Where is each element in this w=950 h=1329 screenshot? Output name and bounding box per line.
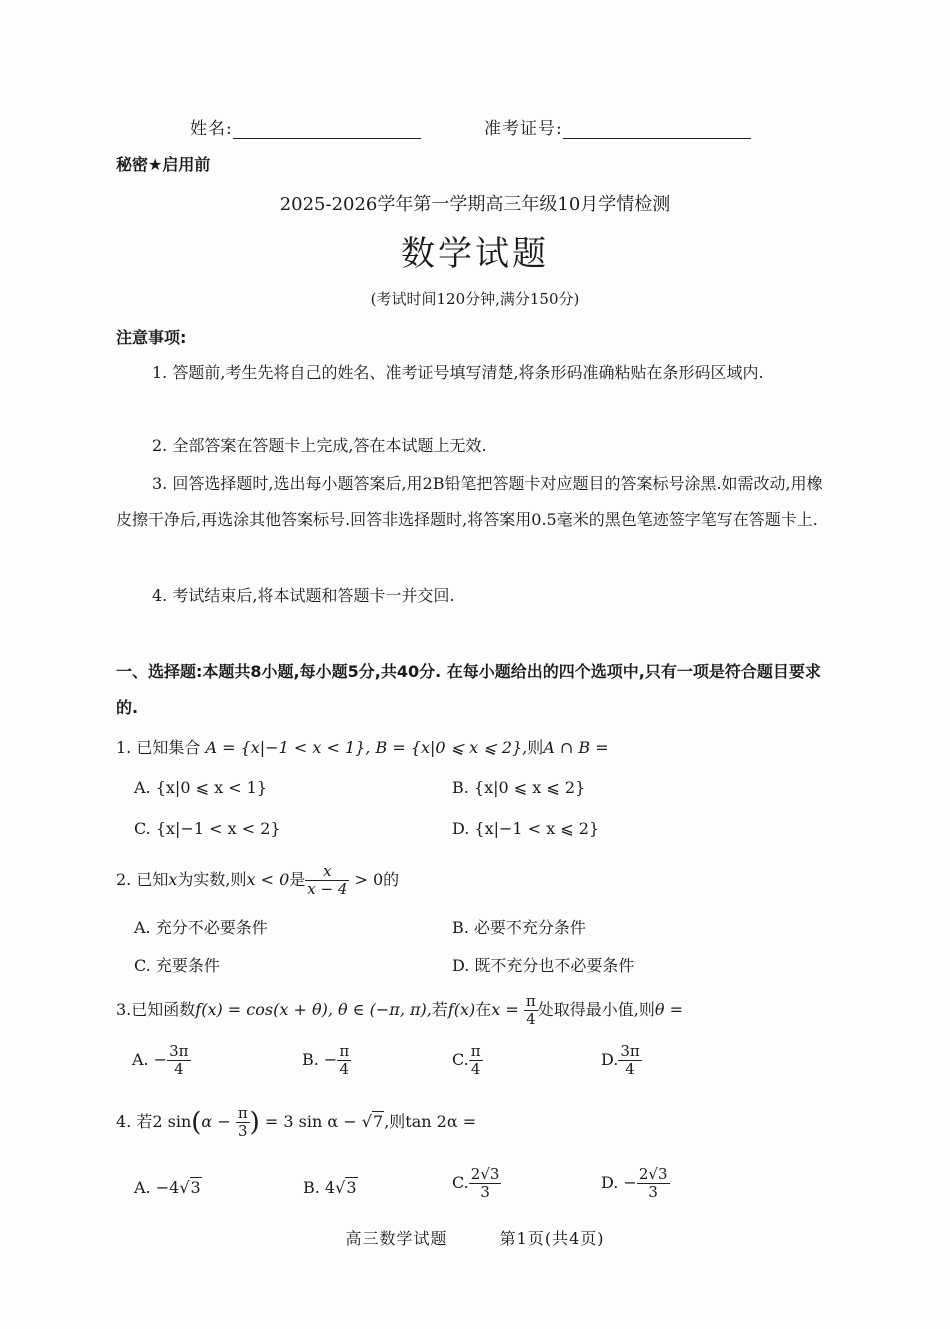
q1-option-b: B. {x|0 ⩽ x ⩽ 2} [452,778,586,797]
q4-d-num-coef: 2 [638,1165,649,1183]
q4-right-paren: ) [249,1107,260,1138]
q3-option-c [452,1043,483,1078]
q4-frac-num: π [237,1104,248,1122]
page-footer [0,1226,950,1249]
question-4-stem [116,1100,476,1145]
question-1-stem [116,735,609,758]
exam-id-label: 准考证号: [484,119,563,139]
q4-left-paren: ( [191,1107,202,1138]
q1-option-d: D. {x|−1 < x ⩽ 2} [452,819,600,838]
q4-a-label: A. −4 [134,1178,180,1197]
exam-id-field [484,114,751,139]
q2-stem-a: 2. 已知 [116,870,169,889]
q4-d-num: 2√3 [638,1165,668,1183]
q3-a-fraction [167,1043,190,1078]
q3-a-den: 4 [174,1060,184,1078]
q2-fraction [305,863,349,898]
q3-d-den: 4 [625,1060,635,1078]
q2-option-d: D. 既不充分也不必要条件 [452,956,635,975]
q2-option-a: A. 充分不必要条件 [134,918,268,937]
q2-option-c: C. 充要条件 [134,956,220,975]
q4-d-fraction [637,1166,670,1201]
q1-set-a: A = {x|−1 < x < 1}, [205,738,371,757]
exam-title: 2025-2026学年第一学期高三年级10月学情检测 [279,194,671,215]
footer-subject: 高三数学试题 [345,1229,448,1248]
q4-c-num-rad: 3 [489,1165,500,1183]
q4-c-den: 3 [480,1183,490,1201]
q3-option-b [302,1043,351,1078]
q4-ask: tan 2α = [405,1112,477,1131]
notice-item-2: 2. 全部答案在答题卡上完成,答在本试题上无效. [152,436,487,455]
q3-theta: θ = [654,1000,683,1019]
notice-item-4: 4. 考试结束后,将本试题和答题卡一并交回. [152,586,455,605]
q4-sqrt-arg: 7 [373,1112,384,1131]
q3-fraction [524,993,538,1028]
q2-var: x [168,870,178,889]
exam-info: (考试时间120分钟,满分150分) [370,290,580,308]
q3-stem-b: 若 [431,1000,448,1019]
question-3-stem [116,990,683,1030]
q3-b-den: 4 [339,1060,350,1078]
q3-frac-num: π [525,992,536,1010]
q4-fraction [236,1105,250,1140]
q3-stem-d: 处取得最小值,则 [537,1000,655,1019]
q4-sqrt: √7 [361,1112,384,1131]
q4-lhs: 2 sin [152,1112,192,1131]
q3-frac-den: 4 [526,1010,536,1028]
q3-domain: θ ∈ (−π, π), [338,1000,432,1019]
main-title: 数学试题 [401,234,549,274]
confidential-mark: 秘密★启用前 [116,155,211,174]
q4-option-a [134,1178,202,1197]
q4-b-rad: 3 [346,1178,357,1197]
q4-rhs: = 3 sin α − [264,1112,357,1131]
name-blank [233,120,421,139]
q3-option-a [132,1043,191,1078]
q1-option-c: C. {x|−1 < x < 2} [134,819,281,838]
q2-stem-b: 为实数,则 [177,870,247,889]
q3-d-num: 3π [620,1042,640,1060]
q2-cond: x < 0 [246,870,290,889]
q4-option-d [601,1166,670,1201]
q4-d-num-rad: 3 [657,1165,668,1183]
q4-option-c [452,1166,501,1201]
q1-expr: A ∩ B = [543,738,609,757]
q4-stem-a: 4. 若 [116,1112,153,1131]
q1-stem-b: 则 [527,738,544,757]
q3-func: f(x) = cos(x + θ), [195,1000,333,1019]
q4-stem-b: ,则 [384,1112,406,1131]
q3-b-label: B. − [302,1050,338,1069]
q3-xeq: x = [491,1000,519,1019]
q3-c-den: 4 [470,1060,481,1078]
q3-c-fraction [469,1043,483,1078]
q4-d-label: D. − [601,1173,637,1192]
q4-c-fraction [469,1166,502,1201]
section-1-heading: 一、选择题:本题共8小题,每小题5分,共40分. 在每小题给出的四个选项中,只有一项是符合题目要求的. [116,662,821,717]
q3-a-num: 3π [169,1042,189,1060]
q4-b-label: B. 4 [303,1178,336,1197]
q4-b-sqrt: √3 [335,1178,357,1197]
name-field [190,114,421,139]
q4-c-num-coef: 2 [470,1165,481,1183]
q4-d-den: 3 [648,1183,658,1201]
notice-item-3: 3. 回答选择题时,选出每小题答案后,用2B铅笔把答题卡对应题目的答案标号涂黑.如需改动,用橡皮擦干净后,再选涂其他答案标号.回答非选择题时,将答案用0.5毫米的黑色笔迹签字笔写在答题卡上. [116,474,823,529]
q3-a-label: A. − [132,1050,168,1069]
q2-frac-den: x − 4 [307,880,348,898]
q2-option-b: B. 必要不充分条件 [452,918,586,937]
q4-alpha-minus: α − [201,1112,231,1131]
exam-id-blank [563,120,751,139]
q2-stem-c: 是 [289,870,306,889]
q3-d-label: D. [601,1050,619,1069]
q1-stem-a: 1. 已知集合 [116,738,201,757]
q3-b-fraction [337,1043,351,1078]
name-label: 姓名: [190,119,233,139]
q3-stem-c: 在 [475,1000,492,1019]
q3-b-num: π [339,1042,350,1060]
q3-stem-a: 3.已知函数 [116,1000,196,1019]
q2-frac-num: x [305,863,349,881]
q3-c-num: π [470,1042,481,1060]
notice-item-1: 1. 答题前,考生先将自己的姓名、准考证号填写清楚,将条形码准确粘贴在条形码区域内. [152,363,764,382]
footer-page-number: 第1页(共4页) [499,1229,605,1248]
q3-c-label: C. [452,1050,469,1069]
q3-d-fraction [618,1043,641,1078]
q1-set-b: B = {x|0 ⩽ x ⩽ 2}, [375,738,528,757]
q4-option-b [303,1178,358,1197]
question-2-stem [116,860,399,900]
q2-gt: > 0 [354,870,384,889]
q3-option-d [601,1043,642,1078]
q2-stem-d: 的 [383,870,400,889]
q3-fx: f(x) [447,1000,476,1019]
q4-frac-den: 3 [237,1122,248,1140]
q4-c-num: 2√3 [470,1165,500,1183]
q4-a-rad: 3 [190,1178,201,1197]
q4-a-sqrt: √3 [179,1178,201,1197]
notice-heading: 注意事项: [116,328,187,347]
q4-c-label: C. [452,1173,469,1192]
q1-option-a: A. {x|0 ⩽ x < 1} [134,778,268,797]
